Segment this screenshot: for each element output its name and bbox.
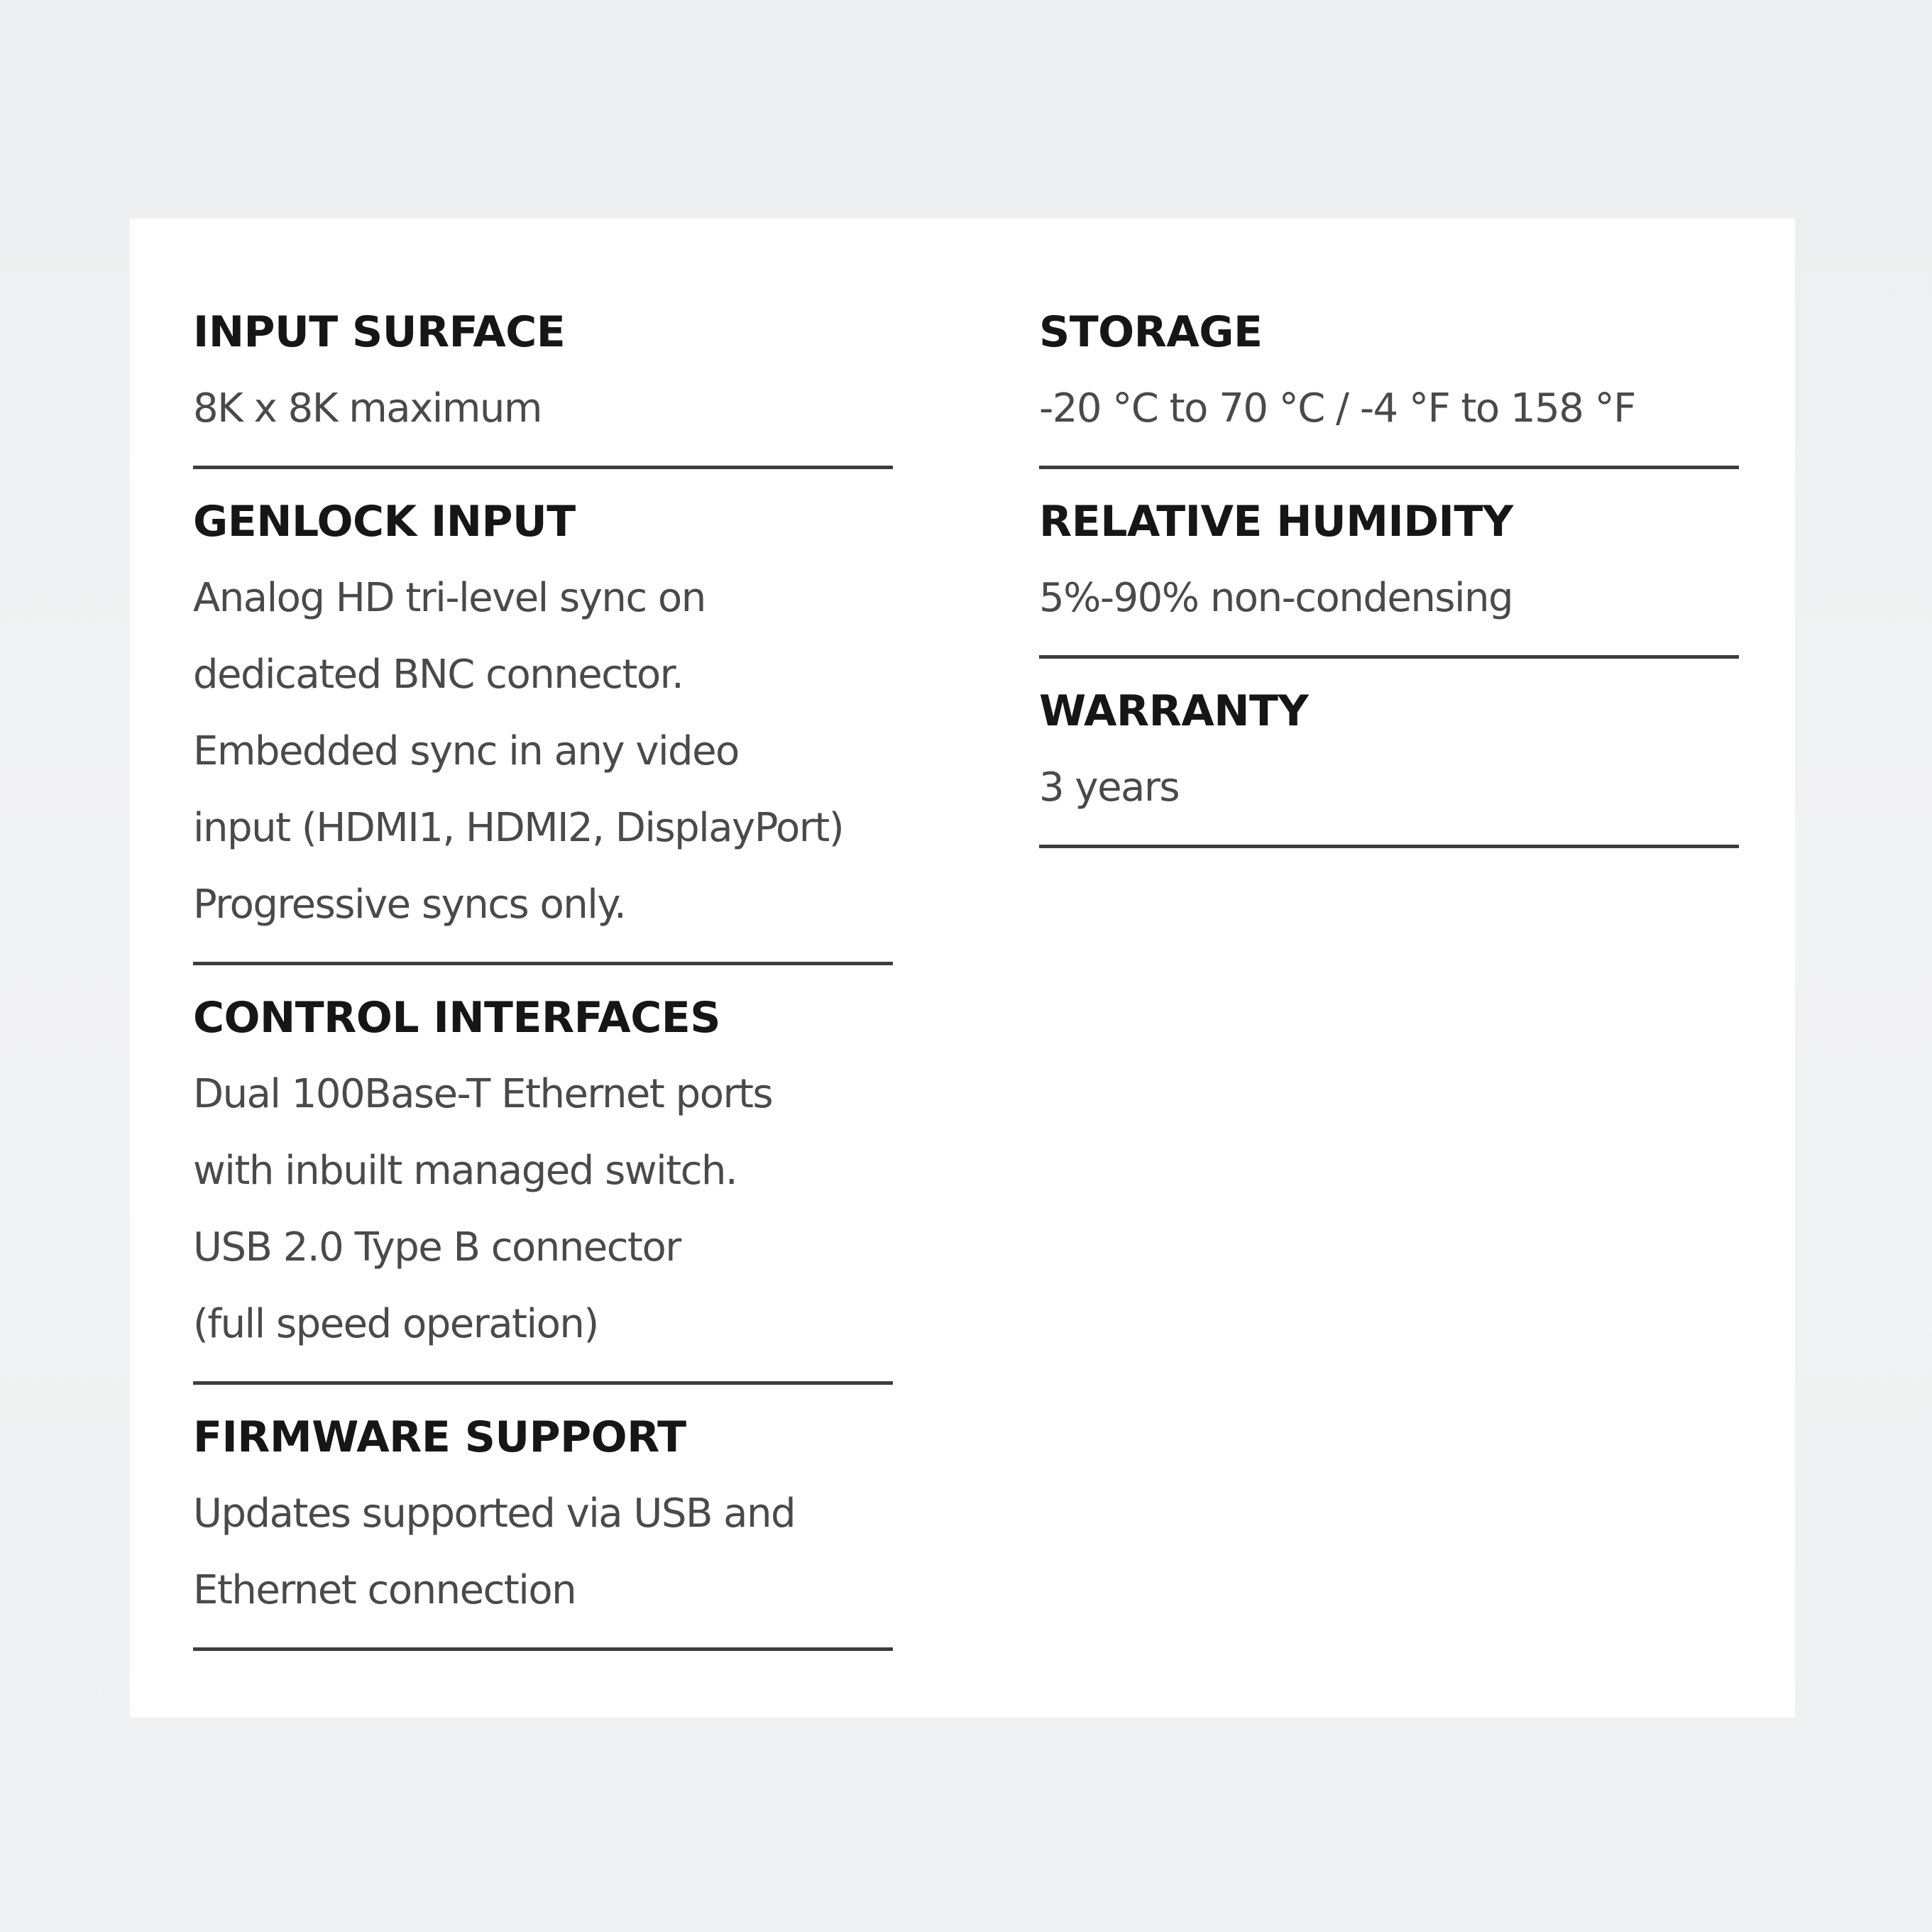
spec-description <box>193 560 893 962</box>
spec-text-line: (full speed operation) <box>193 1301 598 1347</box>
spec-text-line: Analog HD tri-level sync on <box>193 575 706 621</box>
spec-warranty <box>1039 673 1739 848</box>
spec-input-surface <box>193 294 893 469</box>
spec-text-line: 8K x 8K maximum <box>193 385 542 432</box>
spec-text-line: 5%-90% non-condensing <box>1039 575 1513 621</box>
spec-description <box>193 1056 893 1381</box>
spec-text-line: Updates supported via USB and <box>193 1491 796 1537</box>
spec-title: INPUT SURFACE <box>193 307 566 357</box>
spec-column-right <box>1039 294 1739 848</box>
spec-relative-humidity <box>1039 483 1739 659</box>
spec-text-line: USB 2.0 Type B connector <box>193 1224 681 1270</box>
spec-text-line: -20 °C to 70 °C / -4 °F to 158 °F <box>1039 385 1635 432</box>
spec-description <box>193 371 893 466</box>
spec-title: GENLOCK INPUT <box>193 497 576 547</box>
spec-description <box>1039 560 1739 655</box>
spec-control-interfaces <box>193 979 893 1385</box>
spec-title: CONTROL INTERFACES <box>193 993 720 1043</box>
spec-storage <box>1039 294 1739 469</box>
spec-title: WARRANTY <box>1039 686 1309 736</box>
spec-genlock-input <box>193 483 893 965</box>
spec-text-line: Embedded sync in any video <box>193 728 739 774</box>
spec-text-line: Ethernet connection <box>193 1567 576 1613</box>
spec-sheet-card <box>130 219 1795 1718</box>
spec-title: STORAGE <box>1039 307 1263 357</box>
spec-firmware-support <box>193 1399 893 1651</box>
spec-title: FIRMWARE SUPPORT <box>193 1412 686 1462</box>
spec-column-left <box>193 294 893 1651</box>
spec-text-line: 3 years <box>1039 764 1180 811</box>
spec-description <box>1039 371 1739 466</box>
spec-text-line: dedicated BNC connector. <box>193 652 684 698</box>
spec-text-line: Progressive syncs only. <box>193 882 626 928</box>
spec-text-line: Dual 100Base-T Ethernet ports <box>193 1071 773 1117</box>
spec-description <box>1039 750 1739 845</box>
spec-text-line: input (HDMI1, HDMI2, DisplayPort) <box>193 805 844 851</box>
spec-description <box>193 1476 893 1647</box>
spec-title: RELATIVE HUMIDITY <box>1039 497 1513 547</box>
spec-text-line: with inbuilt managed switch. <box>193 1148 737 1194</box>
